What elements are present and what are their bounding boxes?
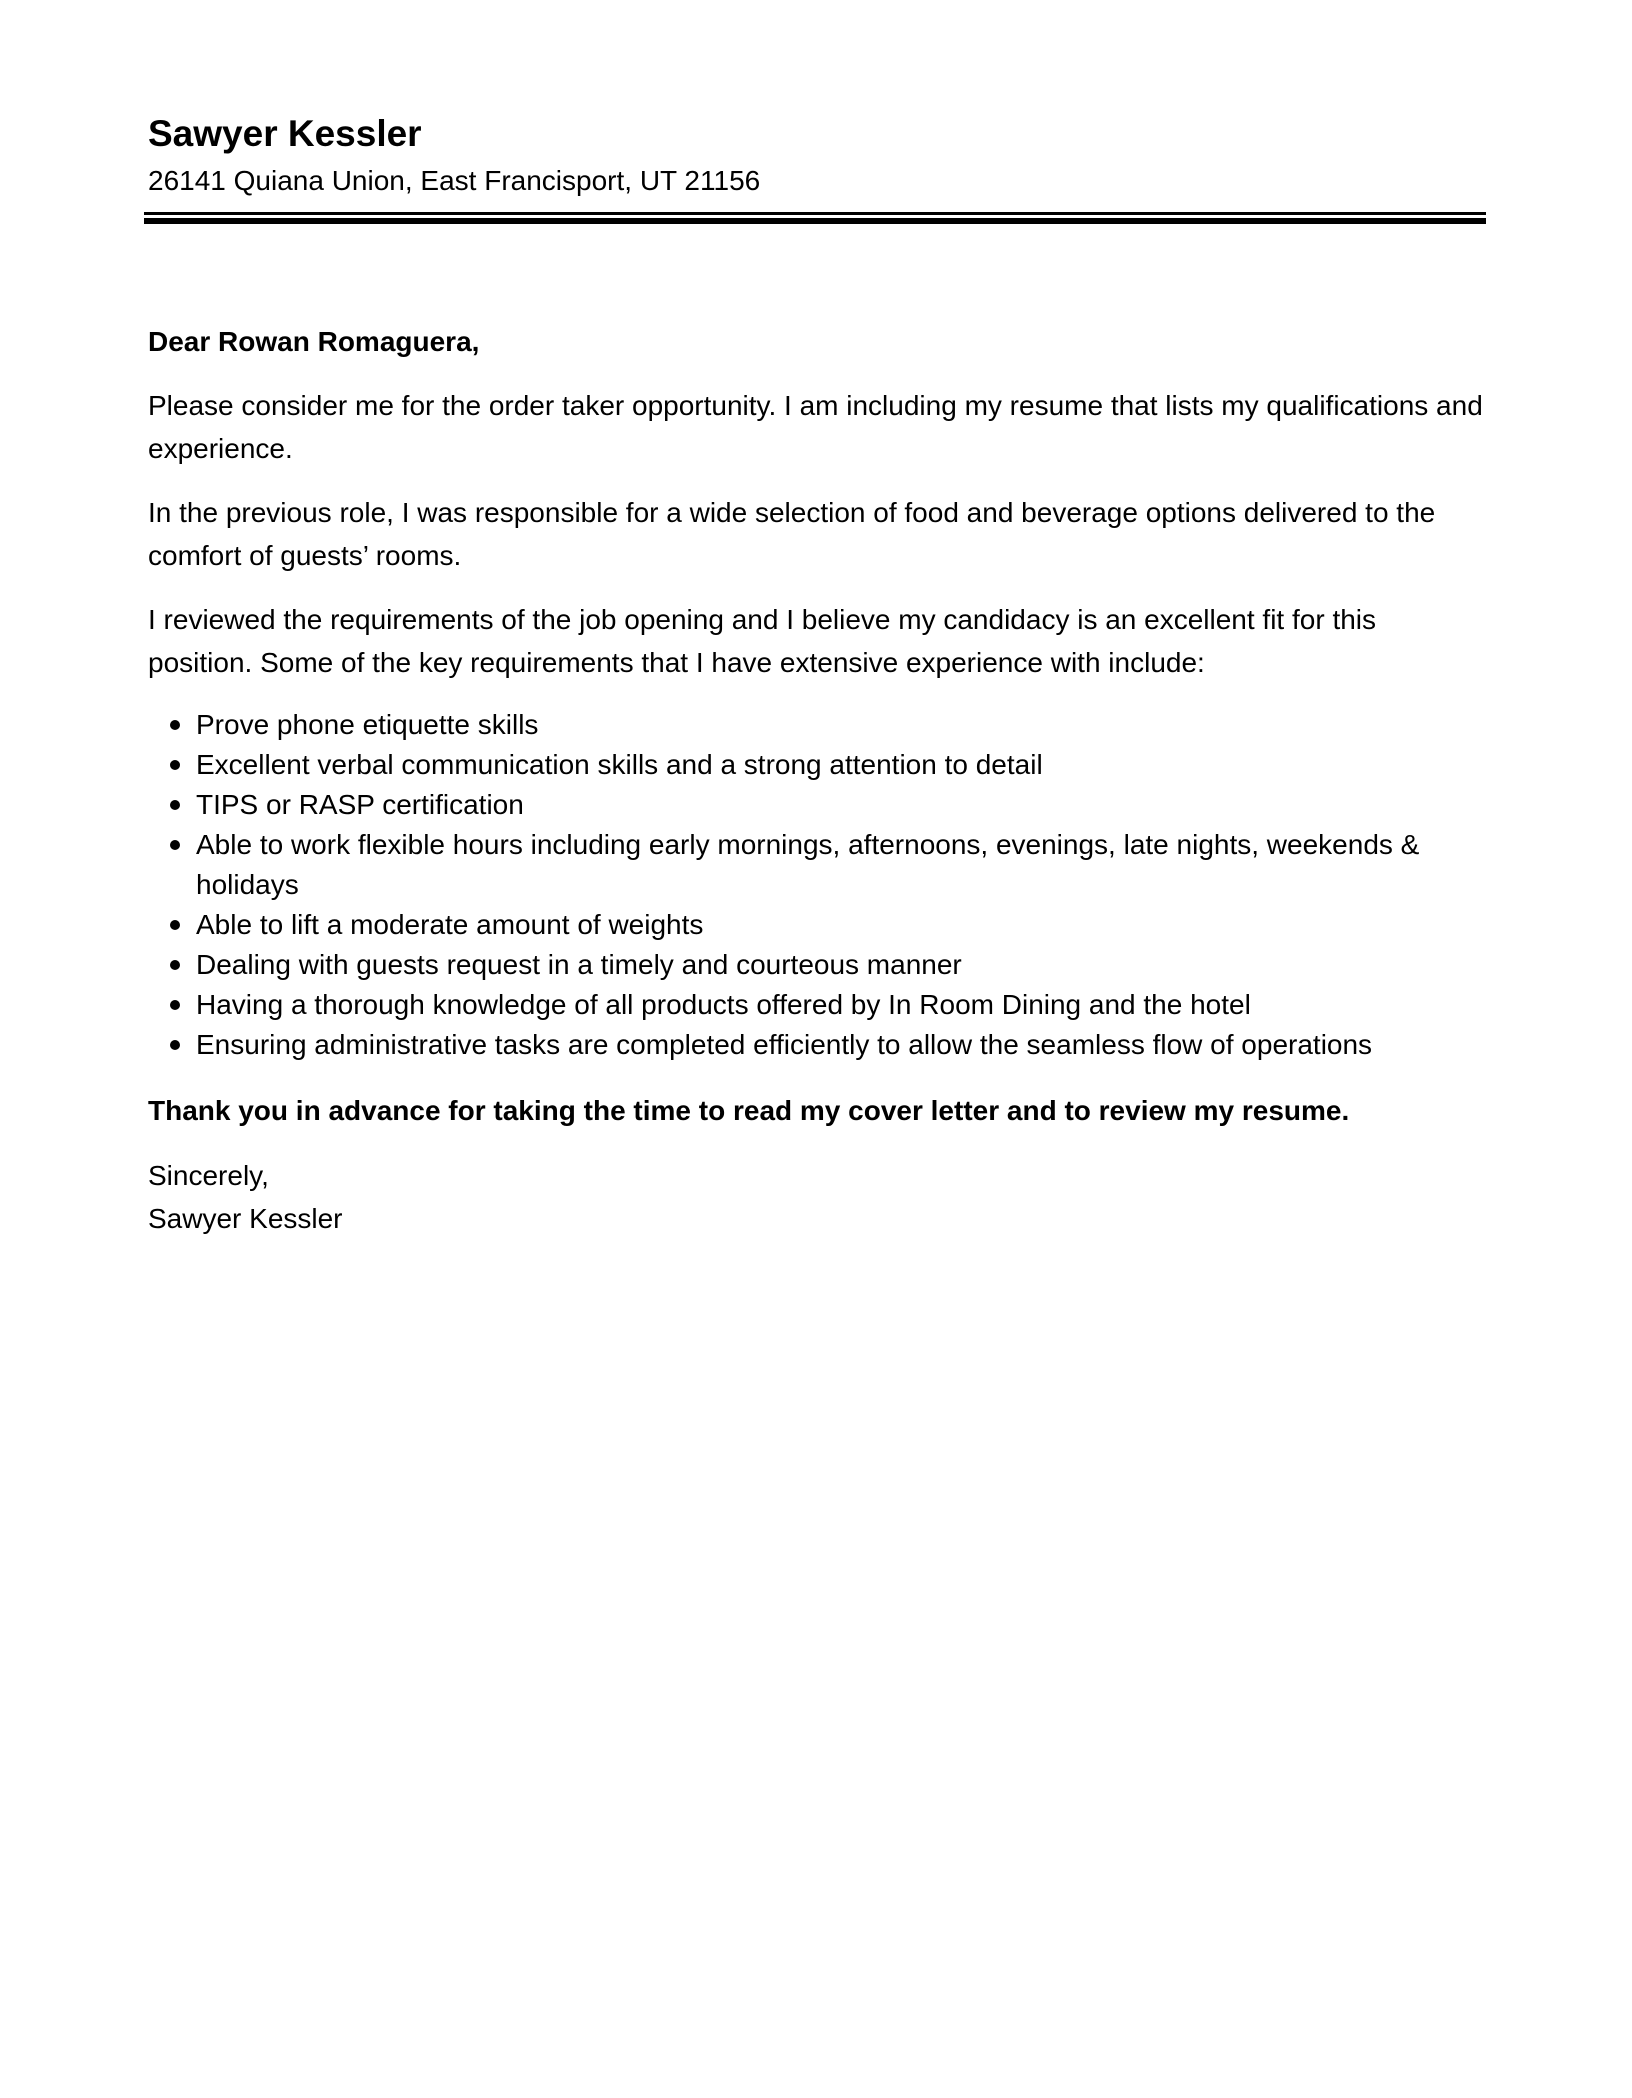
- signature-name: Sawyer Kessler: [148, 1203, 343, 1234]
- list-item: [148, 985, 1483, 1025]
- list-item-text: Having a thorough knowledge of all products offered by In Room Dining and the hotel: [196, 989, 1251, 1020]
- bullet-icon: [170, 840, 180, 850]
- bullet-icon: [170, 1000, 180, 1010]
- bullet-icon: [170, 800, 180, 810]
- list-item-text: Dealing with guests request in a timely and courteous manner: [196, 949, 962, 980]
- list-item-text: TIPS or RASP certification: [196, 789, 524, 820]
- bullet-icon: [170, 920, 180, 930]
- closing-statement: Thank you in advance for taking the time to read my cover letter and to review my resume.: [148, 1095, 1350, 1126]
- bullet-icon: [170, 720, 180, 730]
- list-item-text: Able to lift a moderate amount of weights: [196, 909, 704, 940]
- requirements-list: [148, 705, 1483, 1065]
- bullet-icon: [170, 960, 180, 970]
- paragraph-previous-role: In the previous role, I was responsible for a wide selection of food and beverage options delivered to the comfort of guests’ rooms.: [148, 497, 1436, 571]
- list-item-text: Able to work flexible hours including early mornings, afternoons, evenings, late nights, weekends & holidays: [196, 829, 1420, 900]
- list-item-text: Excellent verbal communication skills and a strong attention to detail: [196, 749, 1043, 780]
- bullet-icon: [170, 1040, 180, 1050]
- list-item-text: Prove phone etiquette skills: [196, 709, 539, 740]
- salutation: Dear Rowan Romaguera,: [148, 326, 480, 357]
- header-divider: [144, 212, 1486, 224]
- bullet-icon: [170, 760, 180, 770]
- sender-name: Sawyer Kessler: [148, 113, 422, 154]
- signoff: Sincerely,: [148, 1160, 269, 1191]
- paragraph-requirements: I reviewed the requirements of the job opening and I believe my candidacy is an excellent fit for this position. Some of the key requirements that I have extensive experience with include:: [148, 604, 1377, 678]
- list-item: [148, 705, 1483, 745]
- list-item-text: Ensuring administrative tasks are completed efficiently to allow the seamless flow of operations: [196, 1029, 1373, 1060]
- list-item: [148, 785, 1483, 825]
- list-item: [148, 945, 1483, 985]
- list-item: [148, 1025, 1483, 1065]
- letter-header: [148, 110, 1488, 200]
- list-item: [148, 745, 1483, 785]
- paragraph-intro: Please consider me for the order taker opportunity. I am including my resume that lists my qualifications and experience.: [148, 390, 1483, 464]
- list-item: [148, 825, 1483, 905]
- letter-body: [148, 320, 1483, 1240]
- sender-address: 26141 Quiana Union, East Francisport, UT 21156: [148, 165, 761, 196]
- list-item: [148, 905, 1483, 945]
